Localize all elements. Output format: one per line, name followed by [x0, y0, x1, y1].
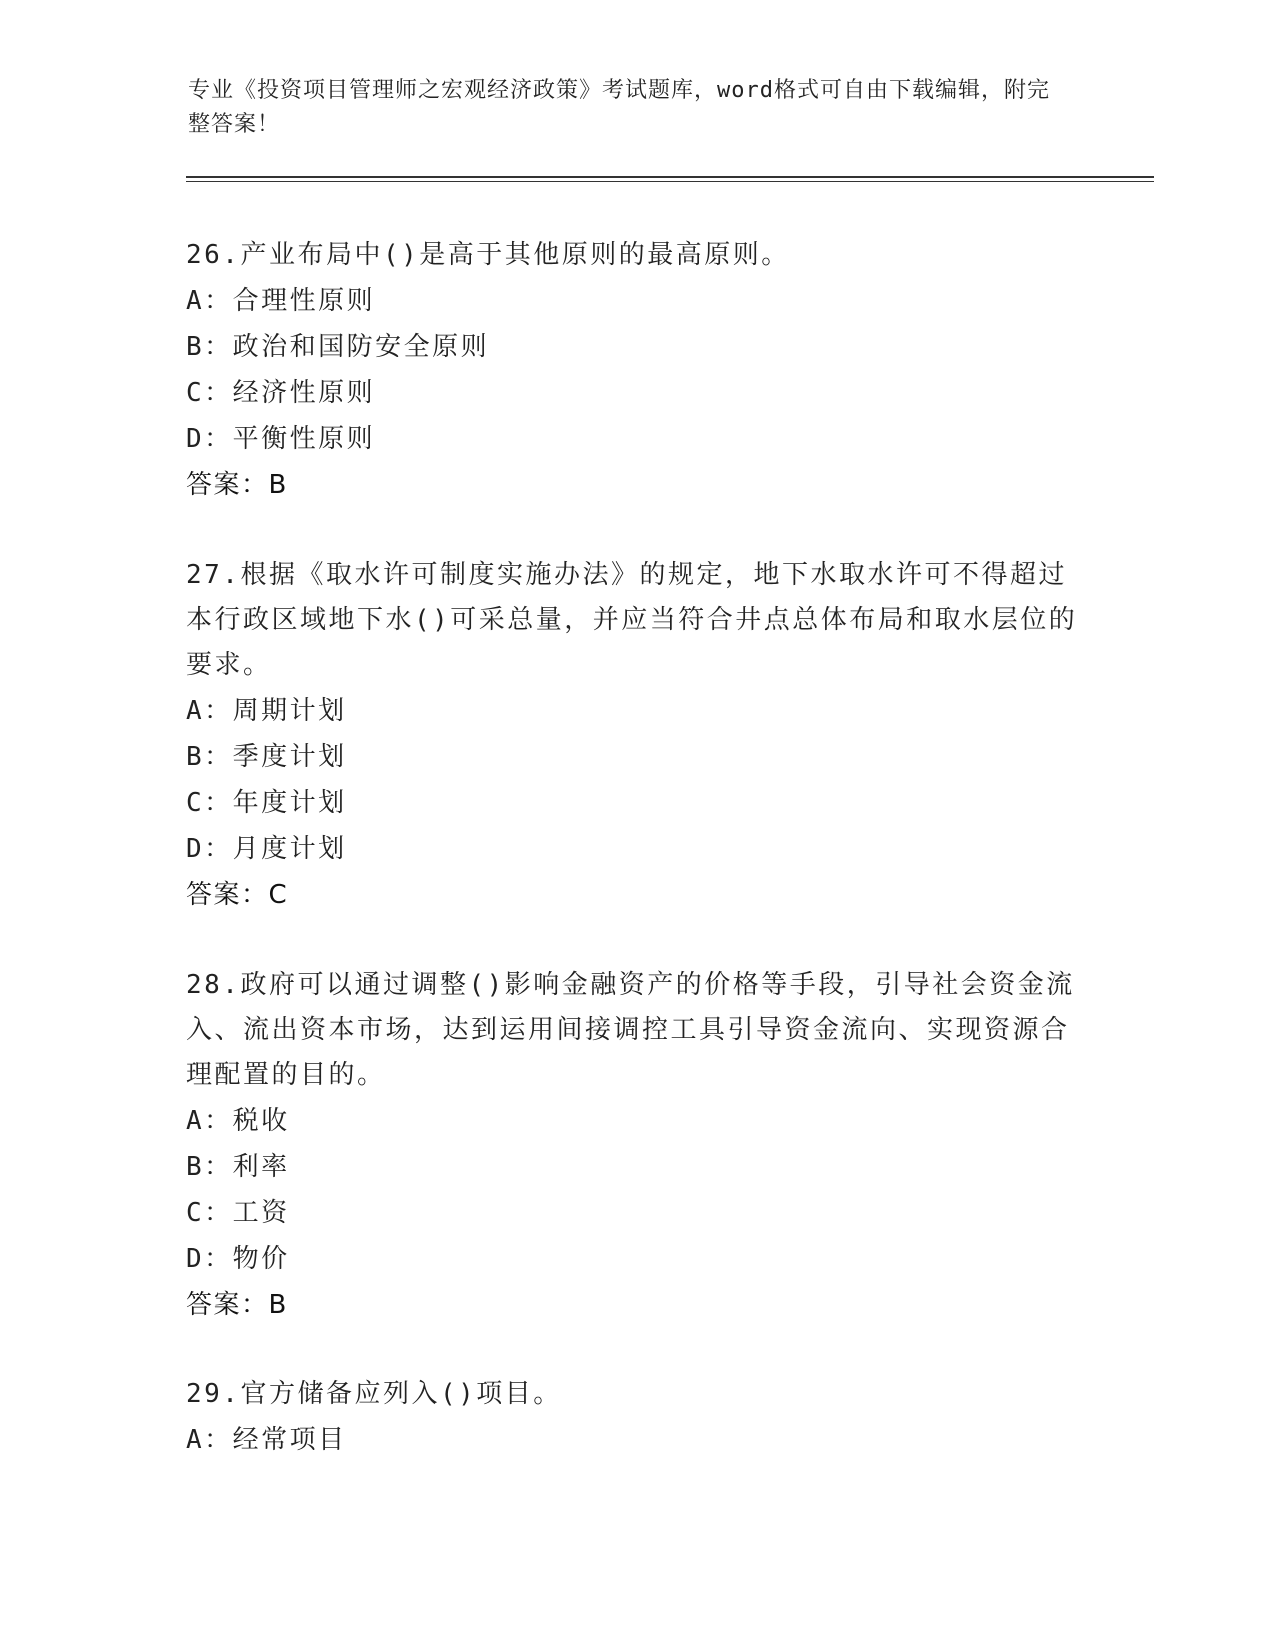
option-d: D：平衡性原则	[186, 424, 376, 454]
option-b: B：政治和国防安全原则	[186, 332, 490, 362]
option-c: C：经济性原则	[186, 378, 376, 408]
option-b: B：季度计划	[186, 742, 347, 772]
option-d: D：物价	[186, 1244, 290, 1274]
question-text: 29.官方储备应列入()项目。	[186, 1379, 562, 1409]
answer: 答案：B	[186, 470, 288, 500]
option-c: C：年度计划	[186, 788, 347, 818]
option-a: A：合理性原则	[186, 286, 376, 316]
header-divider	[186, 176, 1154, 178]
option-d: D：月度计划	[186, 834, 347, 864]
option-a: A：周期计划	[186, 696, 347, 726]
question-28	[186, 963, 1086, 1328]
question-text: 28.政府可以通过调整()影响金融资产的价格等手段，引导社会资金流入、流出资本市场，达到运用间接调控工具引导资金流向、实现资源合理配置的目的。	[186, 970, 1075, 1090]
question-27	[186, 553, 1086, 918]
option-a: A：经常项目	[186, 1425, 347, 1455]
answer: 答案：B	[186, 1290, 288, 1320]
question-text: 27.根据《取水许可制度实施办法》的规定，地下水取水许可不得超过本行政区域地下水()可采总量，并应当符合井点总体布局和取水层位的要求。	[186, 560, 1078, 680]
header-divider-secondary	[186, 181, 1154, 182]
question-26	[186, 233, 1086, 508]
question-text: 26.产业布局中()是高于其他原则的最高原则。	[186, 240, 790, 270]
option-c: C：工资	[186, 1198, 290, 1228]
document-intro: 专业《投资项目管理师之宏观经济政策》考试题库，word格式可自由下载编辑，附完整答案！	[188, 78, 1050, 137]
answer: 答案：C	[186, 880, 289, 910]
option-a: A：税收	[186, 1106, 290, 1136]
question-29	[186, 1372, 1086, 1463]
option-b: B：利率	[186, 1152, 290, 1182]
